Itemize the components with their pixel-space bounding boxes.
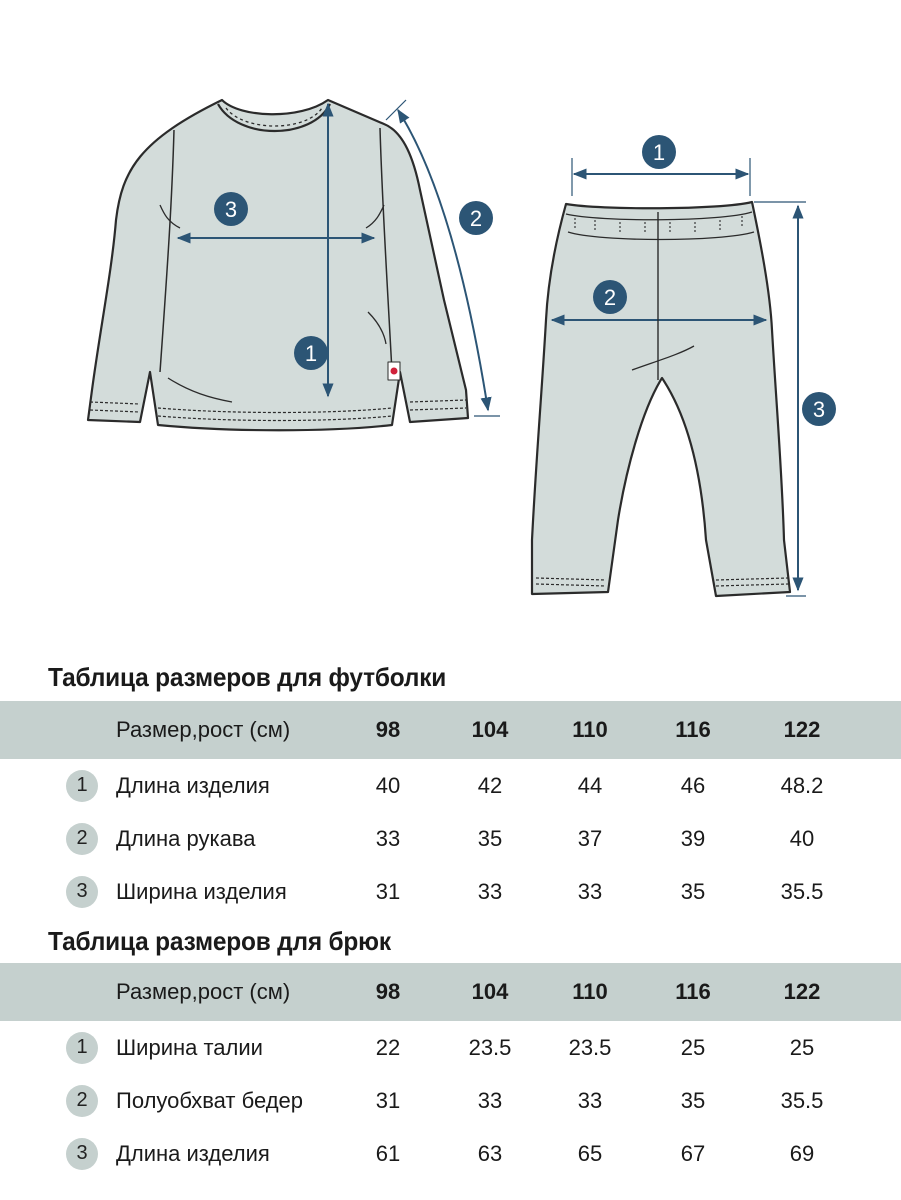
table-header-row: [0, 701, 901, 759]
table-row: [0, 865, 901, 918]
table-cell: 40: [789, 825, 815, 851]
table-cell: 35: [477, 825, 503, 851]
size-header: 98: [375, 717, 401, 742]
svg-text:1: 1: [652, 140, 666, 165]
table-cell: 25: [789, 1034, 815, 1060]
table-row: [0, 759, 901, 812]
pants-marker-hips: [593, 280, 627, 314]
svg-text:3: 3: [224, 197, 238, 222]
pants-marker-length: [802, 392, 836, 426]
table-cell: 65: [577, 1140, 603, 1166]
table-cell: 33: [477, 1087, 503, 1113]
shirt-size-table: [0, 701, 901, 918]
shirt-marker-width: [214, 192, 248, 226]
table-row: [0, 1021, 901, 1074]
table-cell: 22: [375, 1034, 401, 1060]
svg-text:1: 1: [304, 341, 318, 366]
table-cell: 37: [577, 825, 603, 851]
table-cell: 39: [680, 825, 706, 851]
size-header: 110: [572, 979, 608, 1004]
row-label: Ширина изделия: [116, 878, 287, 904]
table-header-row: [0, 963, 901, 1021]
pants-size-table: [0, 963, 901, 1180]
table-cell: 67: [680, 1140, 706, 1166]
row-label: Полуобхват бедер: [116, 1087, 304, 1113]
size-header: 104: [471, 717, 509, 742]
table-cell: 35: [680, 1087, 706, 1113]
table-cell: 33: [577, 878, 603, 904]
table-cell: 31: [375, 1087, 401, 1113]
size-header: 98: [375, 979, 401, 1004]
row-label: Длина изделия: [116, 772, 270, 798]
row-number-badge: 2: [66, 823, 98, 855]
size-header: 116: [675, 717, 711, 742]
table-cell: 69: [789, 1140, 815, 1166]
table-cell: 33: [477, 878, 503, 904]
table-cell: 31: [375, 878, 401, 904]
table-row: [0, 812, 901, 865]
table-cell: 33: [375, 825, 401, 851]
header-label: Размер,рост (см): [116, 717, 291, 742]
row-label: Ширина талии: [116, 1034, 263, 1060]
svg-text:3: 3: [812, 397, 826, 422]
shirt-drawing: [88, 100, 468, 430]
table-cell: 25: [680, 1034, 706, 1060]
shirt-marker-sleeve: [459, 201, 493, 235]
row-number-badge: 3: [66, 876, 98, 908]
pants-marker-waist: [642, 135, 676, 169]
table-cell: 44: [577, 772, 603, 798]
table-cell: 40: [375, 772, 401, 798]
table-cell: 35.5: [780, 878, 824, 904]
table-cell: 63: [477, 1140, 503, 1166]
table-cell: 35: [680, 878, 706, 904]
shirt-table-title: Таблица размеров для футболки: [48, 662, 447, 692]
row-number-badge: 3: [66, 1138, 98, 1170]
table-cell: 61: [375, 1140, 401, 1166]
row-number-badge: 1: [66, 1032, 98, 1064]
pants-table-title: Таблица размеров для брюк: [48, 926, 391, 956]
shirt-marker-length: [294, 336, 328, 370]
table-cell: 23.5: [468, 1034, 512, 1060]
size-header: 116: [675, 979, 711, 1004]
size-header: 110: [572, 717, 608, 742]
table-row: [0, 1074, 901, 1127]
size-header: 104: [471, 979, 509, 1004]
table-cell: 46: [680, 772, 706, 798]
row-number-badge: 1: [66, 770, 98, 802]
table-cell: 42: [477, 772, 503, 798]
size-header: 122: [783, 717, 821, 742]
row-label: Длина рукава: [116, 825, 256, 851]
table-cell: 35.5: [780, 1087, 824, 1113]
row-number-badge: 2: [66, 1085, 98, 1117]
pants-drawing: [532, 202, 790, 596]
table-cell: 48.2: [780, 772, 824, 798]
svg-text:2: 2: [469, 206, 483, 231]
header-label: Размер,рост (см): [116, 979, 291, 1004]
size-header: 122: [783, 979, 821, 1004]
table-cell: 23.5: [568, 1034, 612, 1060]
table-cell: 33: [577, 1087, 603, 1113]
row-label: Длина изделия: [116, 1140, 270, 1166]
table-row: [0, 1127, 901, 1180]
svg-text:2: 2: [603, 285, 617, 310]
